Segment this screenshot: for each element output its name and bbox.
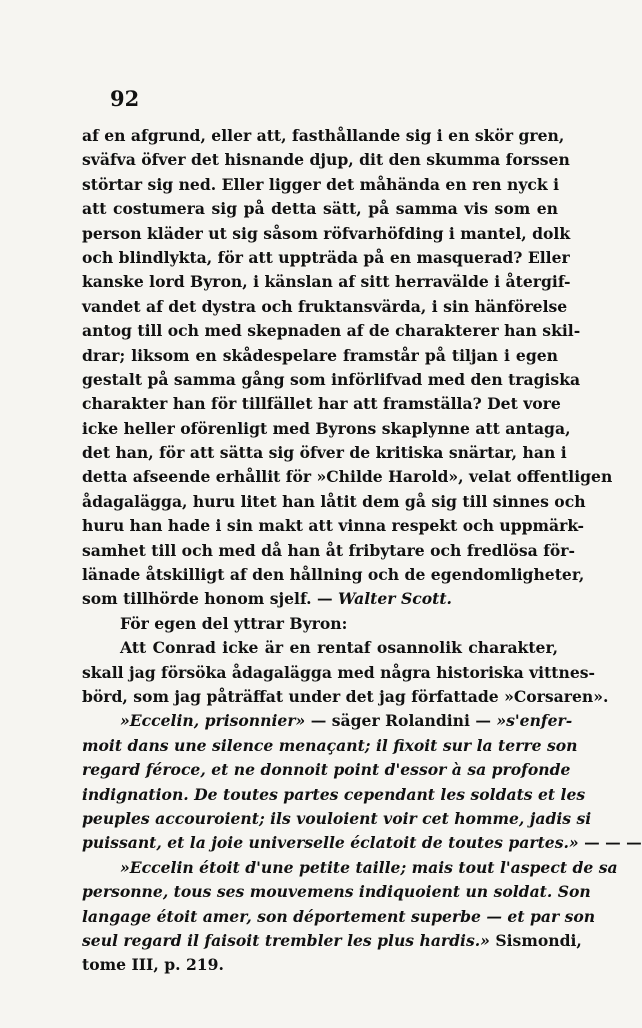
quote-line (82, 831, 642, 855)
quote-line: indignation. De toutes partes cependant les soldats et les (82, 784, 586, 804)
quote-line: personne, tous ses mouvemens indiquoient un soldat. Son (82, 882, 591, 902)
text-line: För egen del yttrar Byron: (120, 613, 348, 633)
text-line: att costumera sig på detta sätt, på samma vis som en (82, 199, 558, 219)
text-segment: — säger Rolandini — (305, 711, 497, 731)
text-line (82, 709, 573, 733)
quote-line: regard féroce, et ne donnoit point d'essor à sa profonde (82, 760, 571, 780)
text-line: börd, som jag påträffat under det jag författade »Corsaren». (82, 686, 609, 706)
text-line: icke heller oförenligt med Byrons skaplynne att antaga, (82, 418, 571, 438)
text-line: person kläder ut sig såsom röfvarhöfding i mantel, dolk (82, 223, 571, 243)
text-line: och blindlykta, för att uppträda på en masquerad? Eller (82, 247, 570, 267)
quote-line: peuples accouroient; ils vouloient voir cet homme, jadis si (82, 808, 592, 828)
text-segment: — — — (578, 833, 642, 853)
text-line: sväfva öfver det hisnande djup, dit den skumma forssen (82, 150, 570, 170)
text-line: störtar sig ned. Eller ligger det måhända en ren nyck i (82, 174, 560, 194)
text-line: detta afseende erhållit för »Childe Harold», velat offentligen (82, 467, 613, 487)
text-segment: »Eccelin, prisonnier» (120, 711, 306, 731)
text-segment: »s'enfer- (496, 711, 573, 731)
text-line (82, 587, 558, 611)
text-line: Att Conrad icke är en rentaf osannolik charakter, (120, 638, 558, 658)
text-line: drar; liksom en skådespelare framstår på tiljan i egen (82, 345, 558, 365)
text-line: vandet af det dystra och fruktansvärda, i sin hänförelse (82, 296, 568, 316)
author-citation: Walter Scott. (338, 589, 452, 609)
quote-line: »Eccelin étoit d'une petite taille; mais tout l'aspect de sa (120, 857, 618, 877)
text-line: samhet till och med då han åt fribytare och fredlösa för- (82, 540, 576, 560)
text-line: länade åtskilligt af den hållning och de egendomligheter, (82, 565, 585, 585)
text-line: skall jag försöka ådagalägga med några historiska vittnes- (82, 662, 596, 682)
text-line: ådagalägga, huru litet han låtit dem gå sig till sinnes och (82, 491, 586, 511)
text-line: af en afgrund, eller att, fasthållande sig i en skör gren, (82, 126, 565, 145)
text-line: antog till och med skepnaden af de charakterer han skil- (82, 321, 581, 341)
text-segment: puissant, et la joie universelle éclatoit de toutes partes.» (82, 833, 579, 853)
page-number: 92 (110, 86, 140, 111)
text-line: huru han hade i sin makt att vinna respekt och uppmärk- (82, 516, 584, 536)
text-line: tome III, p. 219. (82, 955, 224, 975)
text-segment: seul regard il faisoit trembler les plus hardis.» (82, 930, 490, 950)
text-line: gestalt på samma gång som införlifvad med den tragiska (82, 369, 581, 389)
text-line: kanske lord Byron, i känslan af sitt herravälde i återgif- (82, 272, 571, 292)
quote-line: moit dans une silence menaçant; il fixoit sur la terre son (82, 735, 578, 755)
quote-line (82, 929, 582, 953)
text-line: charakter han för tillfället har att framställa? Det vore (82, 394, 561, 414)
text-segment: som tillhörde honom sjelf. — (82, 589, 338, 609)
text-line: det han, för att sätta sig öfver de kritiska snärtar, han i (82, 443, 567, 463)
text-segment: Sismondi, (489, 930, 582, 950)
body-text (82, 124, 642, 978)
quote-line: langage étoit amer, son déportement superbe — et par son (82, 906, 596, 926)
